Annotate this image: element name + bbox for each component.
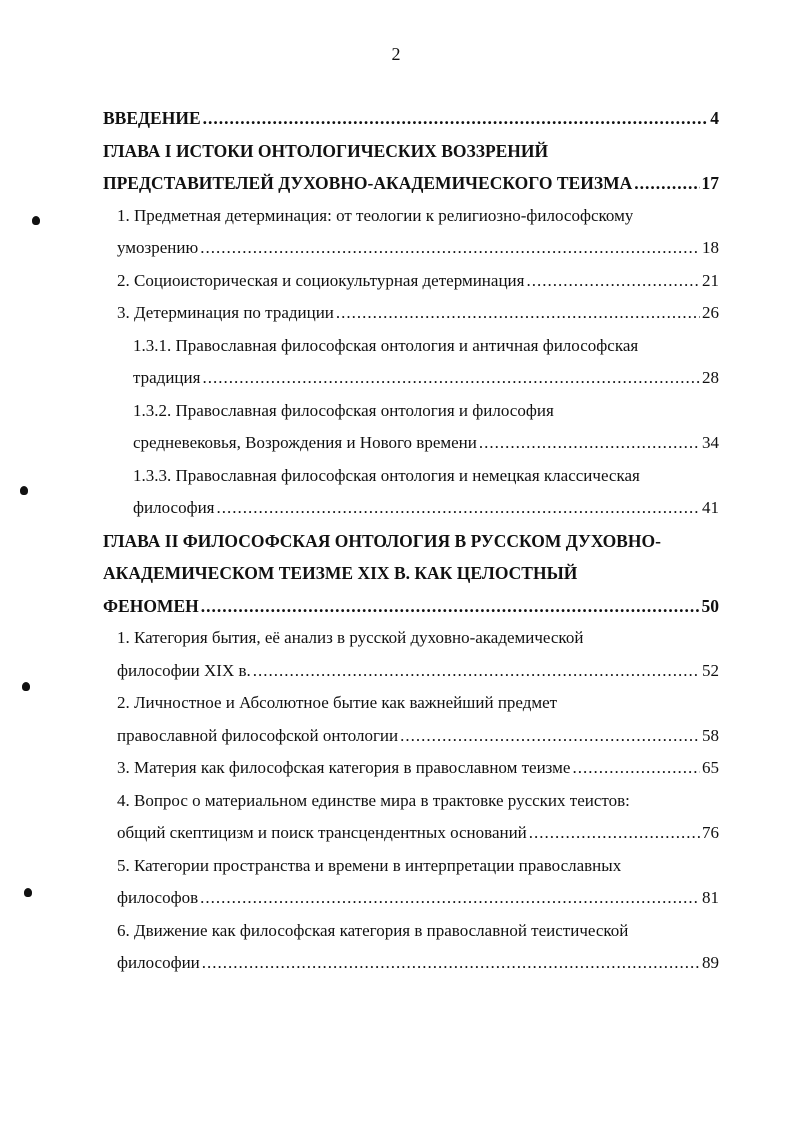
toc-entry-page: 76 <box>702 823 719 842</box>
toc-dot-leader <box>400 720 700 753</box>
toc-entry-title: ФЕНОМЕН <box>103 595 199 616</box>
toc-entry <box>103 460 719 493</box>
toc-entry <box>103 557 719 590</box>
toc-dot-leader <box>201 590 700 623</box>
toc-entry-title: философов <box>117 888 199 907</box>
toc-entry-title: 1.3.3. Православная философская онтология и немецкая классическая <box>133 465 640 485</box>
toc-dot-leader <box>336 297 700 330</box>
toc-entry-title: общий скептицизм и поиск трансцендентных оснований <box>117 823 527 842</box>
margin-mark <box>32 216 40 225</box>
toc-entry <box>103 297 719 330</box>
toc-entry <box>103 492 719 525</box>
toc-entry <box>103 167 719 200</box>
table-of-contents <box>103 102 719 980</box>
toc-entry <box>103 655 719 688</box>
toc-entry <box>103 915 719 948</box>
toc-entry <box>103 590 719 623</box>
toc-entry <box>103 330 719 363</box>
toc-entry <box>103 200 719 233</box>
toc-entry <box>103 622 719 655</box>
toc-entry <box>103 752 719 785</box>
toc-entry-page: 65 <box>702 758 719 777</box>
toc-entry-page: 89 <box>702 953 719 972</box>
toc-entry-page: 34 <box>702 433 719 452</box>
toc-entry-title: философии <box>117 953 200 972</box>
toc-entry <box>103 265 719 298</box>
toc-entry <box>103 427 719 460</box>
toc-dot-leader <box>217 492 701 525</box>
toc-dot-leader <box>572 752 700 785</box>
toc-entry <box>103 947 719 980</box>
toc-entry-title: ГЛАВА II ФИЛОСОФСКАЯ ОНТОЛОГИЯ В РУССКОМ ДУХОВНО- <box>103 530 661 551</box>
toc-entry <box>103 850 719 883</box>
toc-entry-title: 5. Категории пространства и времени в интерпретации православных <box>117 855 622 875</box>
toc-entry-title: 3. Материя как философская категория в православном теизме <box>117 758 571 777</box>
toc-dot-leader <box>202 947 700 980</box>
toc-dot-leader <box>200 882 700 915</box>
toc-entry-page: 28 <box>702 368 719 387</box>
margin-mark <box>24 888 32 897</box>
margin-mark <box>22 682 30 691</box>
toc-entry-title: традиция <box>133 368 201 387</box>
toc-entry <box>103 232 719 265</box>
toc-entry-page: 17 <box>701 173 719 193</box>
toc-entry-title: ГЛАВА I ИСТОКИ ОНТОЛОГИЧЕСКИХ ВОЗЗРЕНИЙ <box>103 140 549 161</box>
toc-entry-title: 3. Детерминация по традиции <box>117 303 334 322</box>
toc-entry <box>103 362 719 395</box>
margin-mark <box>20 486 28 495</box>
toc-entry-page: 18 <box>702 238 719 257</box>
toc-entry-title: 1. Категория бытия, её анализ в русской духовно-академической <box>117 628 584 647</box>
toc-entry-title: 1. Предметная детерминация: от теологии к религиозно-философскому <box>117 205 634 225</box>
toc-entry-page: 4 <box>710 108 719 128</box>
toc-entry-title: 4. Вопрос о материальном единстве мира в трактовке русских теистов: <box>117 790 630 810</box>
toc-dot-leader <box>526 265 700 298</box>
toc-dot-leader <box>253 655 700 688</box>
toc-dot-leader <box>200 232 700 265</box>
toc-entry <box>103 687 719 720</box>
toc-entry-page: 41 <box>702 498 719 517</box>
toc-entry <box>103 817 719 850</box>
toc-entry-title: православной философской онтологии <box>117 725 399 745</box>
toc-entry <box>103 395 719 428</box>
toc-entry-title: умозрению <box>117 238 199 257</box>
toc-entry-title: ВВЕДЕНИЕ <box>103 108 201 128</box>
toc-entry <box>103 882 719 915</box>
toc-entry-title: 6. Движение как философская категория в православной теистической <box>117 920 629 940</box>
toc-entry-page: 26 <box>702 303 719 322</box>
toc-entry-title: 2. Социоисторическая и социокультурная детерминация <box>117 270 525 290</box>
toc-entry-page: 21 <box>702 270 719 290</box>
toc-entry-title: 2. Личностное и Абсолютное бытие как важнейший предмет <box>117 693 558 712</box>
toc-entry <box>103 135 719 168</box>
toc-entry-title: философии XIX в. <box>117 660 251 680</box>
toc-entry-page: 52 <box>702 660 719 680</box>
toc-entry <box>103 525 719 558</box>
toc-dot-leader <box>529 817 700 850</box>
toc-entry-title: философия <box>133 498 215 517</box>
toc-entry-title: 1.3.2. Православная философская онтология и философия <box>133 400 554 420</box>
page-number: 2 <box>391 44 401 64</box>
toc-entry <box>103 720 719 753</box>
toc-entry <box>103 785 719 818</box>
toc-dot-leader <box>479 427 700 460</box>
toc-entry-title: ПРЕДСТАВИТЕЛЕЙ ДУХОВНО-АКАДЕМИЧЕСКОГО ТЕИЗМА <box>103 173 633 193</box>
toc-entry <box>103 102 719 135</box>
toc-entry-title: средневековья, Возрождения и Нового времени <box>133 433 477 452</box>
toc-dot-leader <box>203 102 709 135</box>
toc-entry-page: 81 <box>702 888 719 907</box>
toc-dot-leader <box>634 167 699 200</box>
toc-entry-title: АКАДЕМИЧЕСКОМ ТЕИЗМЕ XIX В. КАК ЦЕЛОСТНЫЙ <box>103 563 578 583</box>
toc-dot-leader <box>202 362 700 395</box>
toc-entry-title: 1.3.1. Православная философская онтология и античная философская <box>133 335 639 355</box>
toc-entry-page: 58 <box>702 725 719 745</box>
toc-entry-page: 50 <box>701 595 719 616</box>
